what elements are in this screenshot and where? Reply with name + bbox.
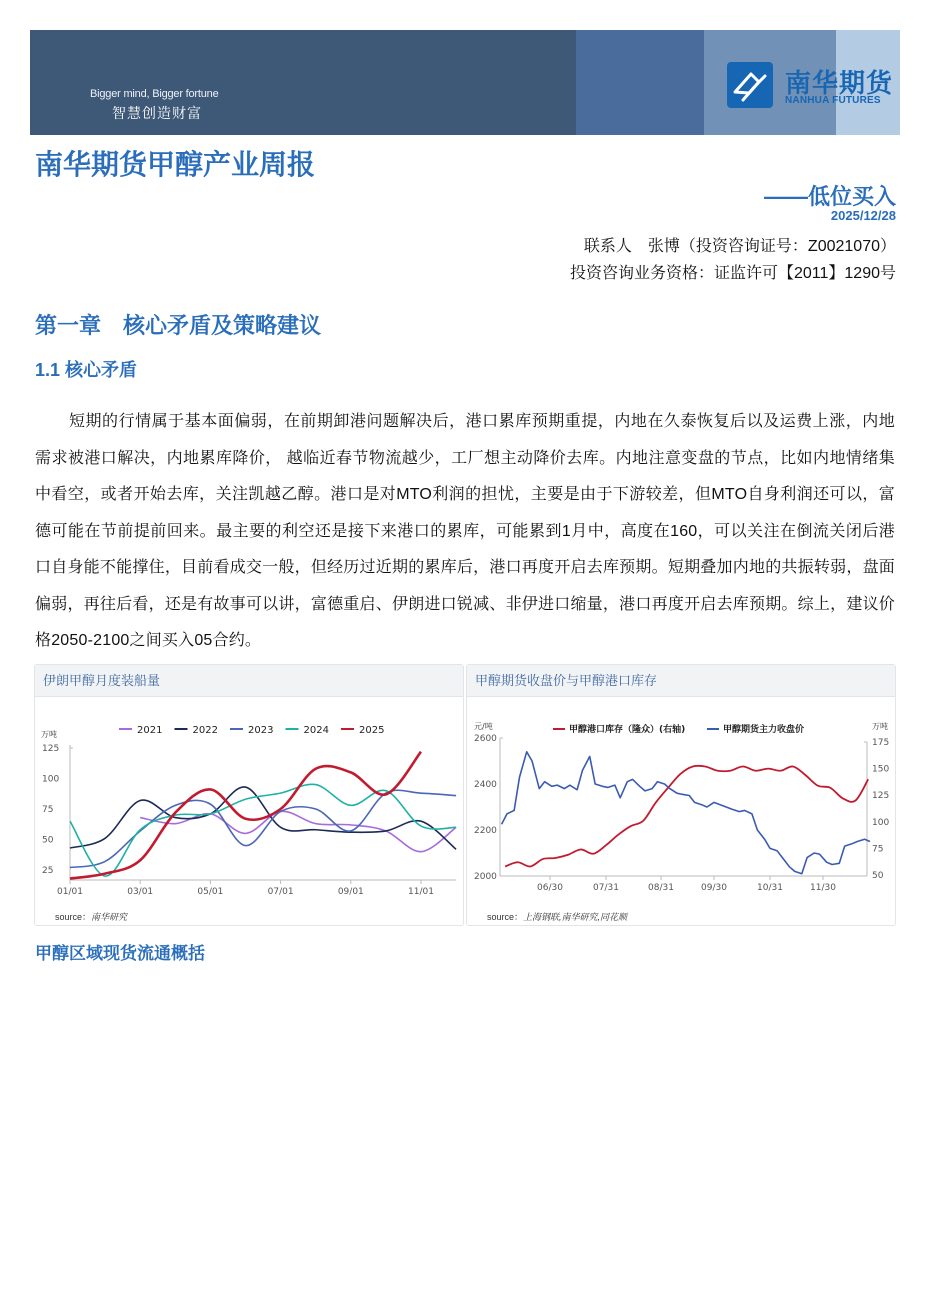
- chart-iran-shipments: [34, 664, 464, 926]
- source-value: 南华研究: [91, 912, 128, 922]
- next-section-title: 甲醇区域现货流通概括: [35, 944, 205, 963]
- svg-text:甲醇期货主力收盘价: 甲醇期货主力收盘价: [723, 725, 805, 735]
- line-chart: [467, 665, 897, 927]
- svg-text:万吨: 万吨: [41, 730, 57, 739]
- svg-text:10/31: 10/31: [757, 883, 783, 893]
- svg-text:2600: 2600: [474, 734, 497, 744]
- chart-header: 甲醇期货收盘价与甲醇港口库存: [467, 665, 895, 697]
- svg-text:2024: 2024: [303, 725, 329, 736]
- svg-text:元/吨: 元/吨: [474, 722, 493, 731]
- chart-header: 伊朗甲醇月度装船量: [35, 665, 463, 697]
- svg-text:03/01: 03/01: [127, 887, 154, 897]
- svg-text:05/01: 05/01: [197, 887, 224, 897]
- chart-futures-vs-inventory: [466, 664, 896, 926]
- svg-text:100: 100: [872, 817, 890, 828]
- svg-text:11/01: 11/01: [408, 887, 434, 897]
- svg-text:07/31: 07/31: [593, 883, 619, 893]
- source-value: 上海钢联,南华研究,同花顺: [523, 912, 628, 922]
- svg-text:2025: 2025: [359, 725, 385, 736]
- source-label: source：: [55, 912, 92, 922]
- svg-text:2400: 2400: [474, 780, 497, 790]
- svg-text:2021: 2021: [137, 725, 163, 736]
- series-line-2025: [70, 752, 421, 879]
- company-logo: [727, 60, 900, 110]
- svg-text:08/31: 08/31: [648, 883, 674, 893]
- svg-text:06/30: 06/30: [537, 883, 563, 893]
- svg-text:甲醇港口库存（隆众）(右轴): 甲醇港口库存（隆众）(右轴): [569, 725, 686, 735]
- svg-text:175: 175: [872, 738, 890, 748]
- source-label: source：: [487, 912, 524, 922]
- svg-text:125: 125: [42, 744, 60, 754]
- svg-text:07/01: 07/01: [267, 887, 294, 897]
- svg-text:09/30: 09/30: [701, 883, 727, 893]
- svg-text:25: 25: [42, 866, 54, 876]
- header-banner: [30, 30, 900, 135]
- svg-text:50: 50: [42, 835, 54, 846]
- line-chart: [35, 665, 465, 927]
- logo-mark-icon: [727, 62, 773, 108]
- svg-text:2022: 2022: [192, 725, 218, 736]
- slogan-chinese: 智慧创造财富: [112, 105, 202, 121]
- svg-text:100: 100: [42, 774, 60, 785]
- svg-text:150: 150: [872, 764, 890, 775]
- report-date: 2025/12/28: [830, 208, 896, 223]
- svg-text:75: 75: [42, 805, 54, 815]
- svg-text:2000: 2000: [474, 872, 497, 882]
- svg-text:01/01: 01/01: [57, 887, 83, 897]
- series-line-inventory: [505, 766, 868, 867]
- svg-text:2023: 2023: [248, 725, 274, 736]
- logo-text-en: NANHUA FUTURES: [785, 95, 881, 106]
- core-paragraph: 短期的行情属于基本面偏弱，在前期卸港问题解决后，港口累库预期重提，内地在久泰恢复后以及运费上涨，内地需求被港口解决，内地累库降价， 越临近春节物流越少，工厂想主动降价去库。内地注意变盘的节点，比如内地情绪集中看空，或者开始去库，关注凯越乙醇。港口是对MTO利润的担忧，主要是由于下游较差，但MTO自身利润还可以，富德可能在节前提前回来。最主要的利空还是接下来港口的累库，可能累到1月中，高度在160，可以关注在倒流关闭后港口自身能不能撑住，目前看成交一般，但经历过近期的累库后，港口再度开启去库预期。短期叠加内地的共振转弱，盘面偏弱，再往后看，还是有故事可以讲，富德重启、伊朗进口锐减、非伊进口缩量，港口再度开启去库预期。综上，建议价格2050-2100之间买入05合约。: [35, 413, 895, 649]
- svg-text:09/01: 09/01: [337, 887, 364, 897]
- logo-text-cn: 南华期货: [785, 68, 894, 98]
- chapter-title: 第一章 核心矛盾及策略建议: [35, 313, 322, 338]
- svg-text:万吨: 万吨: [872, 722, 888, 731]
- report-subtitle: ——低位买入: [763, 184, 896, 209]
- chart-source: [487, 910, 627, 923]
- svg-text:2200: 2200: [474, 826, 497, 836]
- license-info: 投资咨询业务资格：证监许可【2011】1290号: [569, 265, 896, 282]
- slogan-english: Bigger mind, Bigger fortune: [90, 88, 219, 100]
- section-title: 1.1 核心矛盾: [35, 360, 138, 380]
- svg-text:125: 125: [872, 791, 890, 802]
- report-title: 南华期货甲醇产业周报: [35, 149, 316, 180]
- svg-text:11/30: 11/30: [810, 883, 836, 893]
- chart-source: [55, 910, 127, 923]
- svg-text:75: 75: [872, 844, 884, 855]
- svg-text:50: 50: [872, 871, 884, 881]
- banner-block: [576, 30, 704, 135]
- contact-info: 联系人 张博（投资咨询证号：Z0021070）: [583, 238, 896, 255]
